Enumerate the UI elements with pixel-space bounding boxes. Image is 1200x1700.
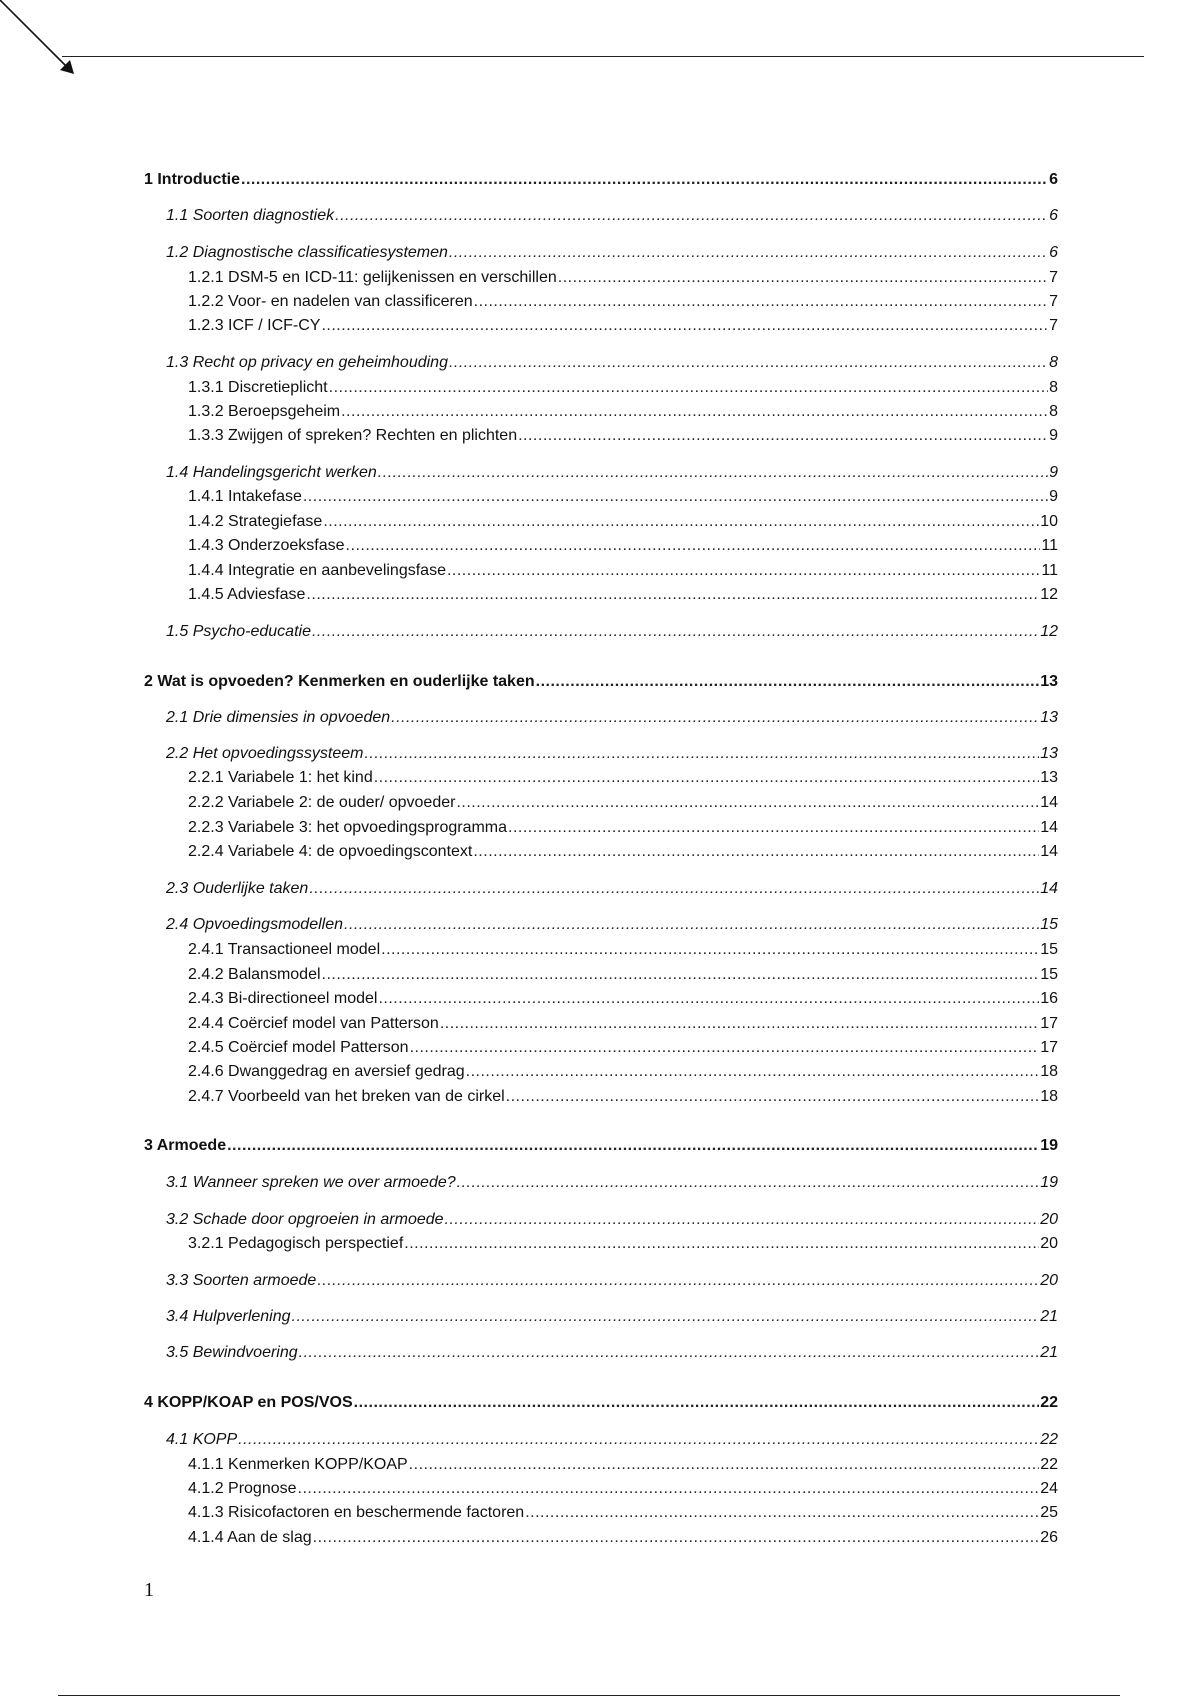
toc-leader-dots <box>457 1173 1040 1193</box>
toc-entry-page-number: 14 <box>1040 794 1058 811</box>
toc-entry-page-number: 13 <box>1040 673 1058 690</box>
toc-leader-dots <box>335 206 1048 226</box>
toc-entry-label: 2.4.6 Dwanggedrag en aversief gedrag <box>188 1063 465 1080</box>
toc-entry-label: 3.2 Schade door opgroeien in armoede <box>166 1211 444 1228</box>
toc-entry-label: 3.4 Hulpverlening <box>166 1308 291 1325</box>
toc-entry-page-number: 6 <box>1049 171 1058 188</box>
toc-leader-dots <box>306 585 1039 605</box>
toc-leader-dots <box>391 708 1039 728</box>
toc-entry-label: 1.4.5 Adviesfase <box>188 586 306 603</box>
toc-entry-label: 2 Wat is opvoeden? Kenmerken en ouderlijke taken <box>144 673 535 690</box>
toc-entry-page-number: 22 <box>1040 1431 1058 1448</box>
toc-entry-label: 1.3.1 Discretieplicht <box>188 379 328 396</box>
toc-leader-dots <box>346 536 1041 556</box>
toc-entry-label: 4.1 KOPP <box>166 1431 238 1448</box>
toc-entry[interactable] <box>188 292 1058 312</box>
toc-entry-label: 2.2.2 Variabele 2: de ouder/ opvoeder <box>188 794 456 811</box>
toc-entry[interactable] <box>188 536 1058 556</box>
toc-leader-dots <box>313 1528 1040 1548</box>
toc-entry-label: 3.5 Bewindvoering <box>166 1344 298 1361</box>
toc-entry-page-number: 13 <box>1040 769 1058 786</box>
toc-entry[interactable] <box>144 1393 1058 1413</box>
toc-leader-dots <box>536 672 1040 692</box>
toc-entry[interactable] <box>188 818 1058 838</box>
toc-entry[interactable] <box>188 426 1058 446</box>
toc-leader-dots <box>354 1393 1040 1413</box>
toc-entry[interactable] <box>188 585 1058 605</box>
toc-entry[interactable] <box>166 1173 1058 1193</box>
toc-entry-page-number: 24 <box>1040 1480 1058 1497</box>
toc-entry-page-number: 18 <box>1040 1063 1058 1080</box>
toc-entry-page-number: 8 <box>1049 403 1058 420</box>
toc-leader-dots <box>238 1430 1039 1450</box>
toc-entry-page-number: 14 <box>1040 819 1058 836</box>
toc-entry-label: 2.4.4 Coërcief model van Patterson <box>188 1015 439 1032</box>
toc-entry-page-number: 11 <box>1041 562 1058 579</box>
toc-entry-label: 2.4.7 Voorbeeld van het breken van de cirkel <box>188 1088 505 1105</box>
toc-entry[interactable] <box>188 965 1058 985</box>
toc-entry-page-number: 14 <box>1040 843 1058 860</box>
toc-entry-page-number: 7 <box>1049 317 1058 334</box>
toc-entry-label: 1.4.3 Onderzoeksfase <box>188 537 345 554</box>
toc-entry[interactable] <box>166 879 1058 899</box>
toc-entry[interactable] <box>144 170 1058 190</box>
toc-entry[interactable] <box>188 268 1058 288</box>
toc-entry-label: 1.2.3 ICF / ICF-CY <box>188 317 321 334</box>
toc-entry-page-number: 12 <box>1040 586 1058 603</box>
toc-leader-dots <box>341 402 1048 422</box>
toc-entry-label: 4 KOPP/KOAP en POS/VOS <box>144 1394 353 1411</box>
toc-entry-label: 1.2.1 DSM-5 en ICD-11: gelijkenissen en verschillen <box>188 269 557 286</box>
toc-entry[interactable] <box>166 1343 1058 1363</box>
toc-leader-dots <box>508 818 1039 838</box>
toc-entry-page-number: 15 <box>1040 966 1058 983</box>
toc-leader-dots <box>329 378 1048 398</box>
toc-entry-label: 1.4.2 Strategiefase <box>188 513 323 530</box>
toc-entry-label: 1.1 Soorten diagnostiek <box>166 207 335 224</box>
toc-entry-page-number: 20 <box>1040 1211 1058 1228</box>
toc-entry-page-number: 6 <box>1049 207 1058 224</box>
toc-entry-label: 2.4 Opvoedingsmodellen <box>166 916 344 933</box>
toc-entry-label: 2.2.3 Variabele 3: het opvoedingsprogramma <box>188 819 508 836</box>
toc-entry-page-number: 9 <box>1049 427 1058 444</box>
toc-entry-label: 1 Introductie <box>144 171 241 188</box>
toc-entry[interactable] <box>188 487 1058 507</box>
toc-entry-label: 3 Armoede <box>144 1137 227 1154</box>
toc-entry-page-number: 17 <box>1040 1015 1058 1032</box>
toc-leader-dots <box>317 1271 1039 1291</box>
toc-leader-dots <box>466 1062 1040 1082</box>
footer-rule <box>58 1695 1120 1696</box>
toc-leader-dots <box>447 561 1040 581</box>
toc-entry[interactable] <box>166 1307 1058 1327</box>
toc-leader-dots <box>378 989 1039 1009</box>
toc-leader-dots <box>449 353 1048 373</box>
toc-entry[interactable] <box>188 402 1058 422</box>
toc-entry-label: 2.4.1 Transactioneel model <box>188 941 381 958</box>
toc-entry[interactable] <box>188 842 1058 862</box>
toc-leader-dots <box>409 1455 1040 1475</box>
toc-entry-label: 2.1 Drie dimensies in opvoeden <box>166 709 391 726</box>
toc-entry-page-number: 25 <box>1040 1504 1058 1521</box>
toc-leader-dots <box>321 316 1048 336</box>
toc-leader-dots <box>344 915 1039 935</box>
toc-leader-dots <box>381 940 1039 960</box>
toc-entry-page-number: 20 <box>1040 1272 1058 1289</box>
toc-leader-dots <box>449 243 1048 263</box>
toc-entry[interactable] <box>166 708 1058 728</box>
toc-entry-page-number: 9 <box>1049 464 1058 481</box>
toc-entry-page-number: 17 <box>1040 1039 1058 1056</box>
toc-entry[interactable] <box>188 1503 1058 1523</box>
toc-entry-page-number: 19 <box>1040 1137 1058 1154</box>
toc-entry-label: 1.2.2 Voor- en nadelen van classificeren <box>188 293 473 310</box>
toc-entry-page-number: 22 <box>1040 1394 1058 1411</box>
toc-entry-label: 2.2.1 Variabele 1: het kind <box>188 769 373 786</box>
toc-entry[interactable] <box>188 316 1058 336</box>
toc-leader-dots <box>322 965 1040 985</box>
toc-entry[interactable] <box>166 622 1058 642</box>
toc-entry[interactable] <box>188 1038 1058 1058</box>
toc-entry[interactable] <box>188 561 1058 581</box>
toc-entry-label: 3.3 Soorten armoede <box>166 1272 317 1289</box>
toc-entry[interactable] <box>188 1479 1058 1499</box>
toc-leader-dots <box>299 1343 1040 1363</box>
toc-entry[interactable] <box>188 1014 1058 1034</box>
toc-entry-label: 2.4.3 Bi-directioneel model <box>188 990 378 1007</box>
toc-entry-label: 3.2.1 Pedagogisch perspectief <box>188 1235 404 1252</box>
toc-entry[interactable] <box>166 353 1058 373</box>
toc-leader-dots <box>445 1210 1040 1230</box>
toc-leader-dots <box>227 1136 1039 1156</box>
toc-entry-label: 4.1.1 Kenmerken KOPP/KOAP <box>188 1456 408 1473</box>
toc-leader-dots <box>506 1087 1040 1107</box>
toc-entry-page-number: 15 <box>1040 916 1058 933</box>
toc-entry[interactable] <box>166 915 1058 935</box>
toc-entry-label: 1.4 Handelingsgericht werken <box>166 464 377 481</box>
toc-entry-page-number: 26 <box>1040 1529 1058 1546</box>
toc-entry-page-number: 13 <box>1040 709 1058 726</box>
toc-entry-label: 1.4.1 Intakefase <box>188 488 302 505</box>
toc-entry-page-number: 21 <box>1040 1308 1058 1325</box>
toc-leader-dots <box>292 1307 1040 1327</box>
page-number: 1 <box>144 1579 154 1601</box>
toc-entry-page-number: 8 <box>1049 354 1058 371</box>
toc-leader-dots <box>474 292 1048 312</box>
toc-entry[interactable] <box>166 1430 1058 1450</box>
toc-entry[interactable] <box>188 512 1058 532</box>
toc-entry-label: 1.3 Recht op privacy en geheimhouding <box>166 354 448 371</box>
toc-entry-page-number: 7 <box>1049 293 1058 310</box>
toc-entry-label: 4.1.3 Risicofactoren en beschermende factoren <box>188 1504 525 1521</box>
toc-entry-page-number: 22 <box>1040 1456 1058 1473</box>
toc-leader-dots <box>241 170 1048 190</box>
toc-entry-page-number: 16 <box>1040 990 1058 1007</box>
toc-leader-dots <box>440 1014 1039 1034</box>
toc-entry-page-number: 7 <box>1049 269 1058 286</box>
toc-entry-page-number: 8 <box>1049 379 1058 396</box>
toc-leader-dots <box>525 1503 1039 1523</box>
toc-entry-label: 2.2 Het opvoedingssysteem <box>166 745 364 762</box>
toc-leader-dots <box>410 1038 1040 1058</box>
toc-leader-dots <box>404 1234 1039 1254</box>
toc-entry-page-number: 10 <box>1040 513 1058 530</box>
toc-entry[interactable] <box>166 1210 1058 1230</box>
toc-entry[interactable] <box>144 672 1058 692</box>
toc-entry-label: 3.1 Wanneer spreken we over armoede? <box>166 1174 456 1191</box>
toc-entry-page-number: 12 <box>1040 623 1058 640</box>
toc-entry[interactable] <box>188 940 1058 960</box>
toc-leader-dots <box>374 768 1039 788</box>
toc-entry-label: 1.3.3 Zwijgen of spreken? Rechten en plichten <box>188 427 518 444</box>
toc-leader-dots <box>456 793 1039 813</box>
toc-leader-dots <box>323 512 1039 532</box>
toc-entry[interactable] <box>166 463 1058 483</box>
toc-entry-page-number: 9 <box>1049 488 1058 505</box>
toc-leader-dots <box>473 842 1039 862</box>
toc-entry[interactable] <box>188 1234 1058 1254</box>
toc-entry[interactable] <box>188 1062 1058 1082</box>
toc-entry[interactable] <box>166 243 1058 263</box>
toc-entry-label: 4.1.4 Aan de slag <box>188 1529 312 1546</box>
toc-entry-page-number: 15 <box>1040 941 1058 958</box>
toc-entry-page-number: 14 <box>1040 880 1058 897</box>
toc-entry[interactable] <box>188 1528 1058 1548</box>
toc-entry[interactable] <box>166 206 1058 226</box>
toc-entry[interactable] <box>188 1455 1058 1475</box>
toc-entry-label: 2.3 Ouderlijke taken <box>166 880 309 897</box>
toc-leader-dots <box>309 879 1039 899</box>
toc-entry-label: 1.3.2 Beroepsgeheim <box>188 403 341 420</box>
toc-entry-page-number: 21 <box>1040 1344 1058 1361</box>
toc-leader-dots <box>518 426 1048 446</box>
toc-entry-page-number: 20 <box>1040 1235 1058 1252</box>
toc-entry-label: 2.4.2 Balansmodel <box>188 966 321 983</box>
toc-entry[interactable] <box>166 744 1058 764</box>
toc-entry[interactable] <box>188 989 1058 1009</box>
toc-entry-page-number: 19 <box>1040 1174 1058 1191</box>
toc-leader-dots <box>378 463 1048 483</box>
toc-entry-page-number: 13 <box>1040 745 1058 762</box>
toc-entry[interactable] <box>188 378 1058 398</box>
toc-entry-page-number: 11 <box>1041 537 1058 554</box>
toc-leader-dots <box>303 487 1048 507</box>
toc-entry-page-number: 6 <box>1049 244 1058 261</box>
toc-entry-label: 1.5 Psycho-educatie <box>166 623 311 640</box>
toc-entry[interactable] <box>166 1271 1058 1291</box>
toc-leader-dots <box>312 622 1039 642</box>
toc-leader-dots <box>298 1479 1040 1499</box>
toc-entry[interactable] <box>188 1087 1058 1107</box>
toc-entry-page-number: 18 <box>1040 1088 1058 1105</box>
toc-entry[interactable] <box>188 793 1058 813</box>
toc-entry-label: 4.1.2 Prognose <box>188 1480 297 1497</box>
toc-entry-label: 2.2.4 Variabele 4: de opvoedingscontext <box>188 843 473 860</box>
toc-entry-label: 2.4.5 Coërcief model Patterson <box>188 1039 409 1056</box>
toc-entry-label: 1.4.4 Integratie en aanbevelingsfase <box>188 562 446 579</box>
toc-entry-label: 1.2 Diagnostische classificatiesystemen <box>166 244 448 261</box>
toc-entry[interactable] <box>144 1136 1058 1156</box>
toc-entry[interactable] <box>188 768 1058 788</box>
toc-leader-dots <box>558 268 1048 288</box>
toc-leader-dots <box>364 744 1039 764</box>
